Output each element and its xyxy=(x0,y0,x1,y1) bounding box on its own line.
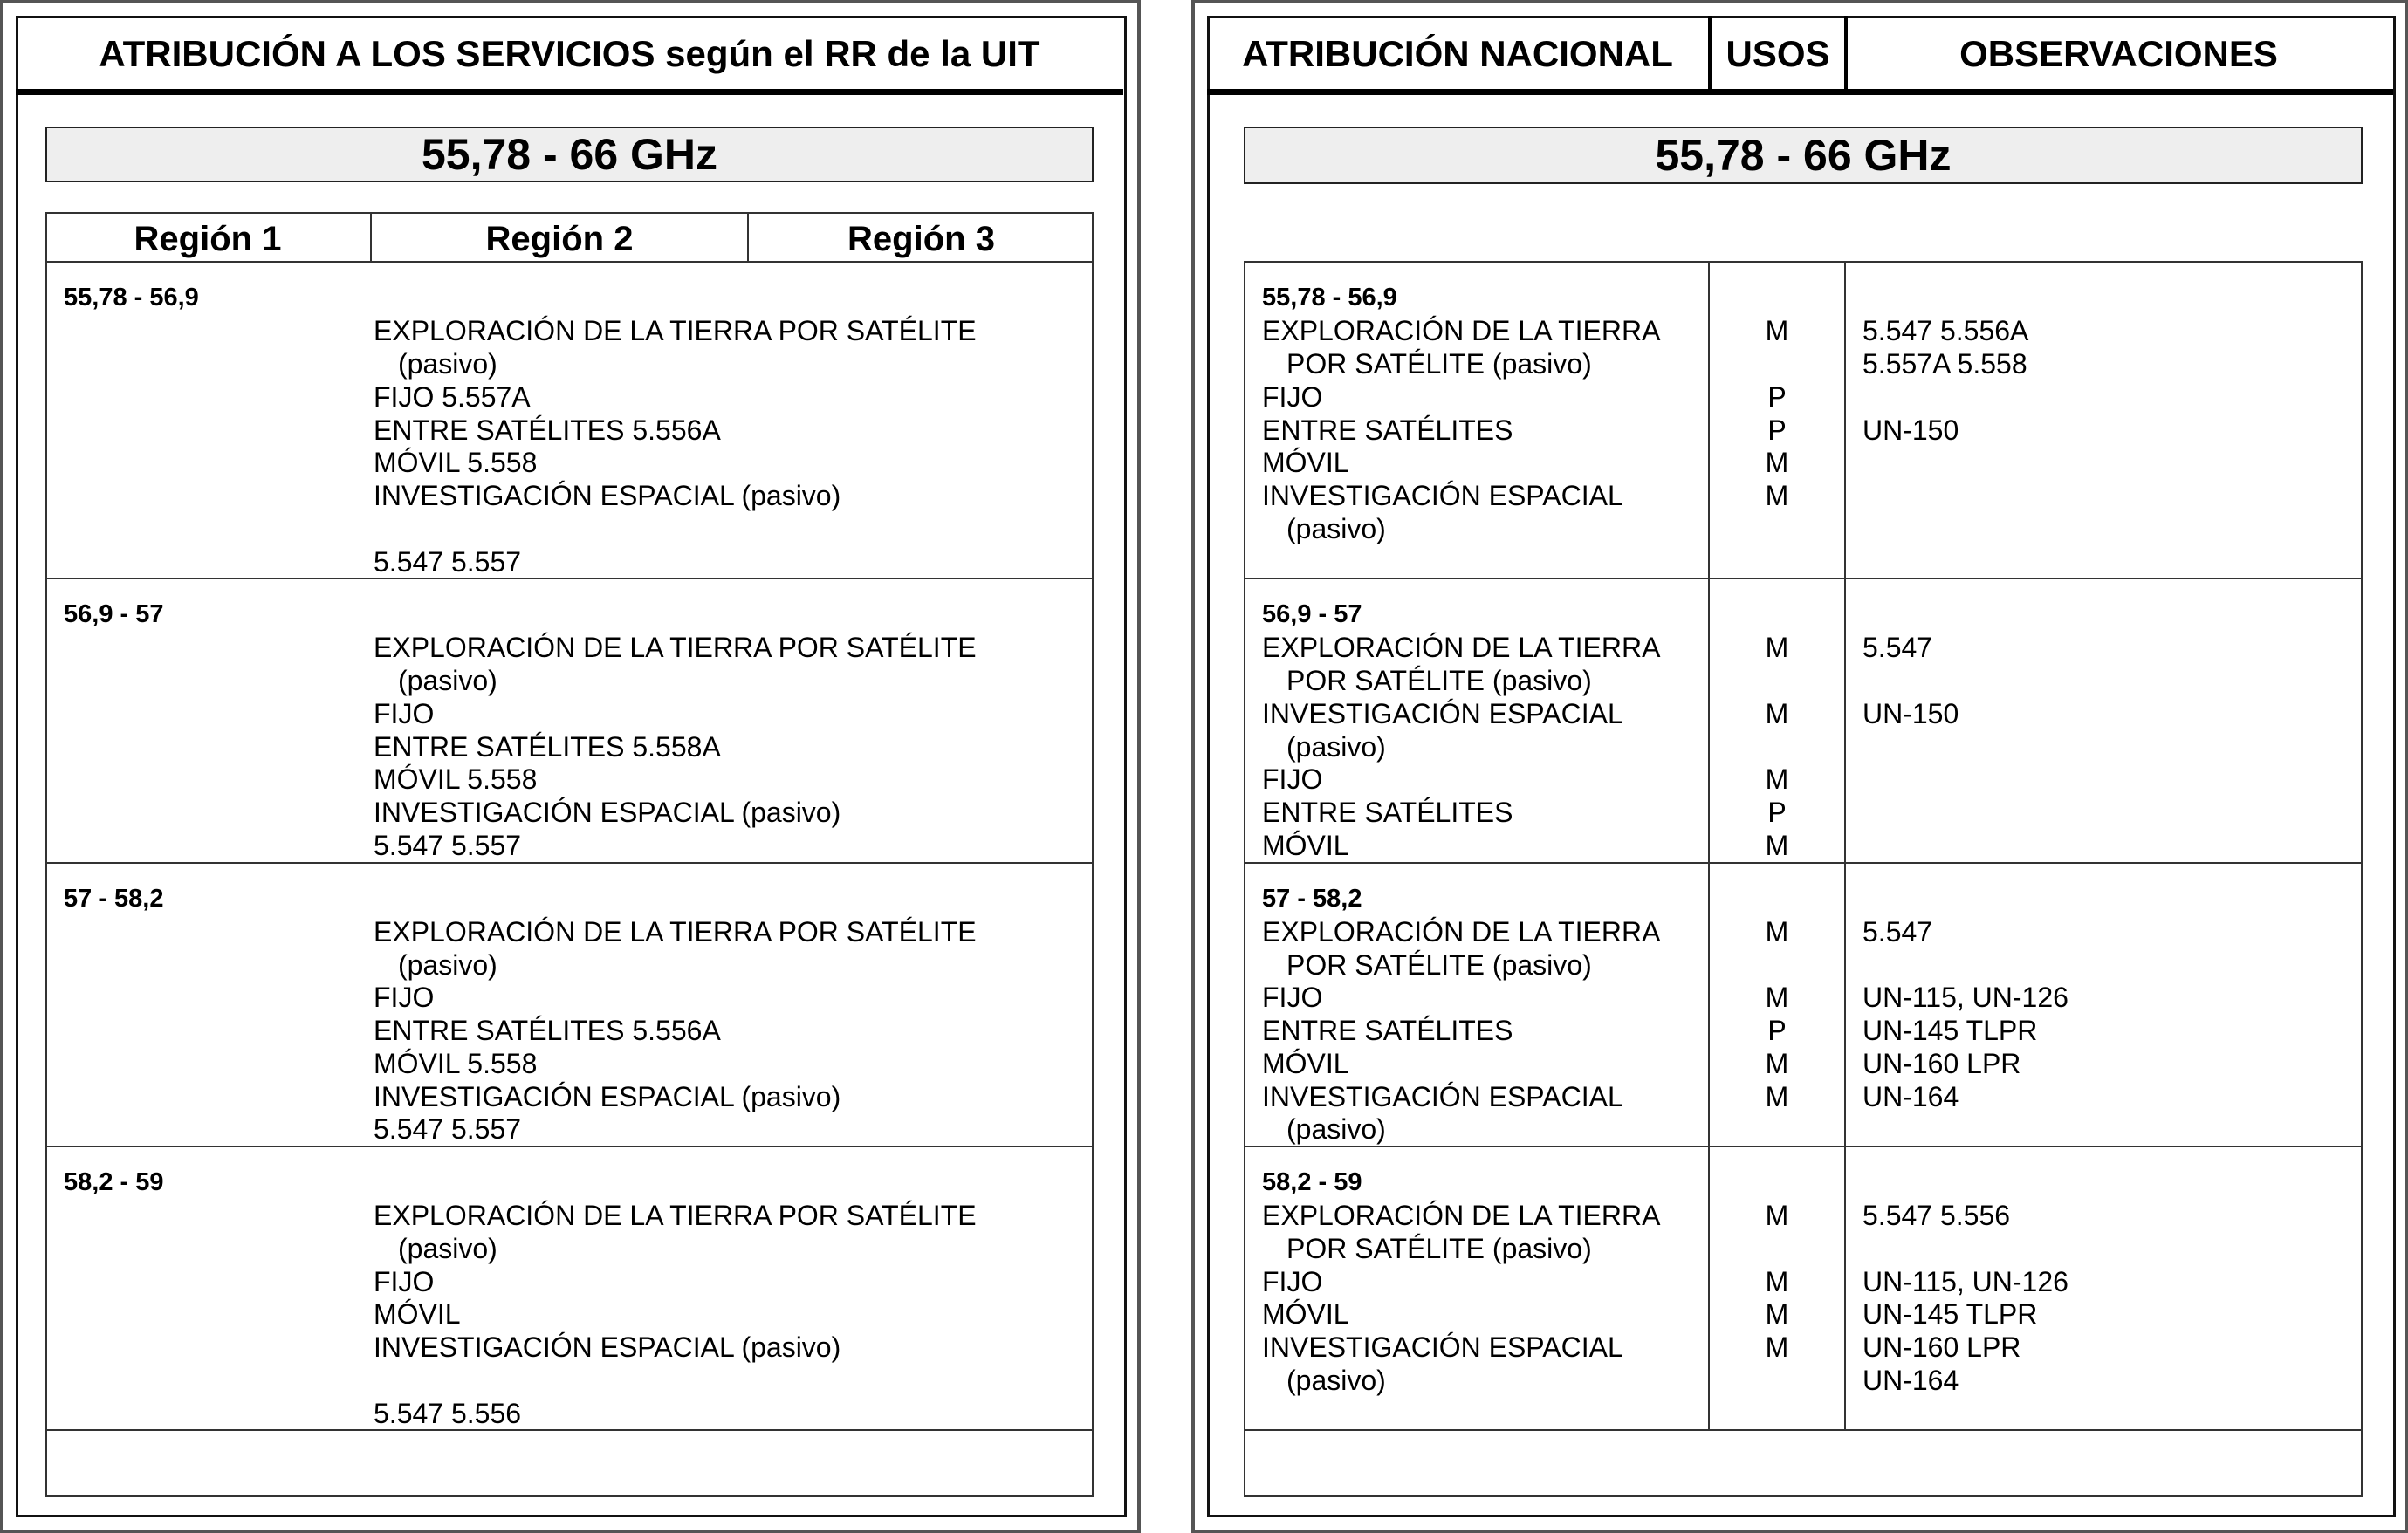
observation-note: UN-160 LPR xyxy=(1863,1331,2021,1363)
itu-service-line: ENTRE SATÉLITES 5.558A xyxy=(374,731,721,763)
itu-service-line: ENTRE SATÉLITES 5.556A xyxy=(374,1015,721,1046)
observation-note: UN-160 LPR xyxy=(1863,1048,2021,1079)
national-service-line: POR SATÉLITE (pasivo) xyxy=(1286,348,1592,380)
itu-service-line: MÓVIL 5.558 xyxy=(374,1048,538,1079)
national-band-range: 55,78 - 56,9 xyxy=(1262,284,1397,311)
observation-note: UN-164 xyxy=(1863,1081,1959,1112)
region-2-header: Región 2 xyxy=(485,220,634,258)
national-band-title: 55,78 - 66 GHz xyxy=(1244,127,2363,184)
usos-header: USOS xyxy=(1725,33,1830,74)
itu-service-line: (pasivo) xyxy=(398,1233,497,1264)
itu-band-range: 55,78 - 56,9 xyxy=(64,284,199,311)
national-service-line: (pasivo) xyxy=(1286,513,1386,544)
itu-service-line: FIJO xyxy=(374,982,435,1013)
usage-code: M xyxy=(1765,1331,1789,1363)
observation-note: UN-115, UN-126 xyxy=(1863,982,2068,1013)
itu-header-title: ATRIBUCIÓN A LOS SERVICIOS según el RR de la UIT xyxy=(99,33,1040,74)
usage-code: M xyxy=(1765,1266,1789,1297)
usage-code: M xyxy=(1765,916,1789,948)
itu-band-range: 56,9 - 57 xyxy=(64,600,164,628)
national-service-line: ENTRE SATÉLITES xyxy=(1262,797,1513,828)
observation-note: 5.547 5.556A xyxy=(1863,315,2029,346)
itu-row-divider xyxy=(45,1146,1094,1147)
itu-service-line: FIJO 5.557A xyxy=(374,381,531,413)
observation-note: UN-115, UN-126 xyxy=(1863,1266,2068,1297)
itu-band-range: 57 - 58,2 xyxy=(64,885,164,913)
itu-service-line: EXPLORACIÓN DE LA TIERRA POR SATÉLITE xyxy=(374,632,977,663)
national-service-line: POR SATÉLITE (pasivo) xyxy=(1286,1233,1592,1264)
itu-footnotes: 5.547 5.556 xyxy=(374,1398,522,1429)
national-service-line: MÓVIL xyxy=(1262,1298,1349,1330)
observation-note: UN-164 xyxy=(1863,1365,1959,1396)
usage-code: M xyxy=(1765,1048,1789,1079)
usage-code: M xyxy=(1765,1200,1789,1231)
itu-service-line: EXPLORACIÓN DE LA TIERRA POR SATÉLITE xyxy=(374,1200,977,1231)
itu-service-line: ENTRE SATÉLITES 5.556A xyxy=(374,414,721,446)
observation-note: 5.547 xyxy=(1863,916,1933,948)
observation-note: UN-150 xyxy=(1863,698,1959,729)
itu-service-line: FIJO xyxy=(374,1266,435,1297)
obs-column-divider xyxy=(1844,261,1846,1429)
national-row-divider xyxy=(1244,578,2363,579)
usage-code: P xyxy=(1767,1015,1787,1046)
usage-code: M xyxy=(1765,632,1789,663)
usage-code: M xyxy=(1765,830,1789,861)
usage-code: P xyxy=(1767,797,1787,828)
national-service-line: MÓVIL xyxy=(1262,830,1349,861)
usage-code: M xyxy=(1765,982,1789,1013)
usage-code: M xyxy=(1765,480,1789,511)
observation-note: 5.557A 5.558 xyxy=(1863,348,2027,380)
national-service-line: FIJO xyxy=(1262,1266,1323,1297)
national-service-line: FIJO xyxy=(1262,982,1323,1013)
national-service-line: (pasivo) xyxy=(1286,1113,1386,1145)
region-1-header: Región 1 xyxy=(134,220,282,258)
itu-header-rule xyxy=(16,89,1123,95)
observation-note: UN-145 TLPR xyxy=(1863,1015,2038,1046)
usage-code: M xyxy=(1765,1081,1789,1112)
national-service-line: INVESTIGACIÓN ESPACIAL xyxy=(1262,1081,1623,1112)
itu-footnotes: 5.547 5.557 xyxy=(374,830,522,861)
itu-service-line: (pasivo) xyxy=(398,949,497,981)
national-service-line: EXPLORACIÓN DE LA TIERRA xyxy=(1262,632,1661,663)
itu-service-line: MÓVIL 5.558 xyxy=(374,447,538,478)
national-allocation-header: ATRIBUCIÓN NACIONAL xyxy=(1242,33,1673,74)
itu-band-title: 55,78 - 66 GHz xyxy=(45,127,1094,182)
itu-footnotes: 5.547 5.557 xyxy=(374,1113,522,1145)
itu-row-divider xyxy=(45,862,1094,864)
national-service-line: INVESTIGACIÓN ESPACIAL xyxy=(1262,1331,1623,1363)
national-service-line: (pasivo) xyxy=(1286,731,1386,763)
itu-service-line: EXPLORACIÓN DE LA TIERRA POR SATÉLITE xyxy=(374,315,977,346)
usage-code: M xyxy=(1765,447,1789,478)
usage-code: P xyxy=(1767,414,1787,446)
observation-note: 5.547 xyxy=(1863,632,1933,663)
national-service-line: (pasivo) xyxy=(1286,1365,1386,1396)
region-3-header: Región 3 xyxy=(847,220,995,258)
itu-service-line: INVESTIGACIÓN ESPACIAL (pasivo) xyxy=(374,797,841,828)
national-band-range: 57 - 58,2 xyxy=(1262,885,1362,913)
itu-service-line: EXPLORACIÓN DE LA TIERRA POR SATÉLITE xyxy=(374,916,977,948)
national-row-divider xyxy=(1244,1429,2363,1431)
observation-note: UN-145 TLPR xyxy=(1863,1298,2038,1330)
usage-code: P xyxy=(1767,381,1787,413)
national-service-line: POR SATÉLITE (pasivo) xyxy=(1286,665,1592,696)
itu-row-divider xyxy=(45,1429,1094,1431)
itu-service-line: INVESTIGACIÓN ESPACIAL (pasivo) xyxy=(374,1331,841,1363)
itu-service-line: FIJO xyxy=(374,698,435,729)
national-service-line: FIJO xyxy=(1262,381,1323,413)
national-service-line: EXPLORACIÓN DE LA TIERRA xyxy=(1262,315,1661,346)
usage-code: M xyxy=(1765,315,1789,346)
usage-code: M xyxy=(1765,698,1789,729)
itu-row-divider xyxy=(45,578,1094,579)
observation-note: UN-150 xyxy=(1863,414,1959,446)
national-band-range: 56,9 - 57 xyxy=(1262,600,1362,628)
national-service-line: INVESTIGACIÓN ESPACIAL xyxy=(1262,480,1623,511)
itu-service-line: (pasivo) xyxy=(398,348,497,380)
national-service-line: ENTRE SATÉLITES xyxy=(1262,1015,1513,1046)
national-service-line: INVESTIGACIÓN ESPACIAL xyxy=(1262,698,1623,729)
national-row-divider xyxy=(1244,862,2363,864)
itu-service-line: INVESTIGACIÓN ESPACIAL (pasivo) xyxy=(374,480,841,511)
national-row-divider xyxy=(1244,1146,2363,1147)
national-service-line: EXPLORACIÓN DE LA TIERRA xyxy=(1262,916,1661,948)
itu-service-line: MÓVIL 5.558 xyxy=(374,763,538,795)
observation-note: 5.547 5.556 xyxy=(1863,1200,2011,1231)
national-service-line: EXPLORACIÓN DE LA TIERRA xyxy=(1262,1200,1661,1231)
national-service-line: ENTRE SATÉLITES xyxy=(1262,414,1513,446)
usage-code: M xyxy=(1765,763,1789,795)
national-header-rule xyxy=(1207,89,2393,95)
national-service-line: MÓVIL xyxy=(1262,1048,1349,1079)
national-service-line: FIJO xyxy=(1262,763,1323,795)
national-service-line: MÓVIL xyxy=(1262,447,1349,478)
national-service-line: POR SATÉLITE (pasivo) xyxy=(1286,949,1592,981)
national-band-range: 58,2 - 59 xyxy=(1262,1168,1362,1196)
itu-footnotes: 5.547 5.557 xyxy=(374,546,522,578)
itu-service-line: MÓVIL xyxy=(374,1298,461,1330)
usage-code: M xyxy=(1765,1298,1789,1330)
itu-service-line: (pasivo) xyxy=(398,665,497,696)
itu-service-line: INVESTIGACIÓN ESPACIAL (pasivo) xyxy=(374,1081,841,1112)
observaciones-header: OBSERVACIONES xyxy=(1959,33,2278,74)
itu-band-range: 58,2 - 59 xyxy=(64,1168,164,1196)
